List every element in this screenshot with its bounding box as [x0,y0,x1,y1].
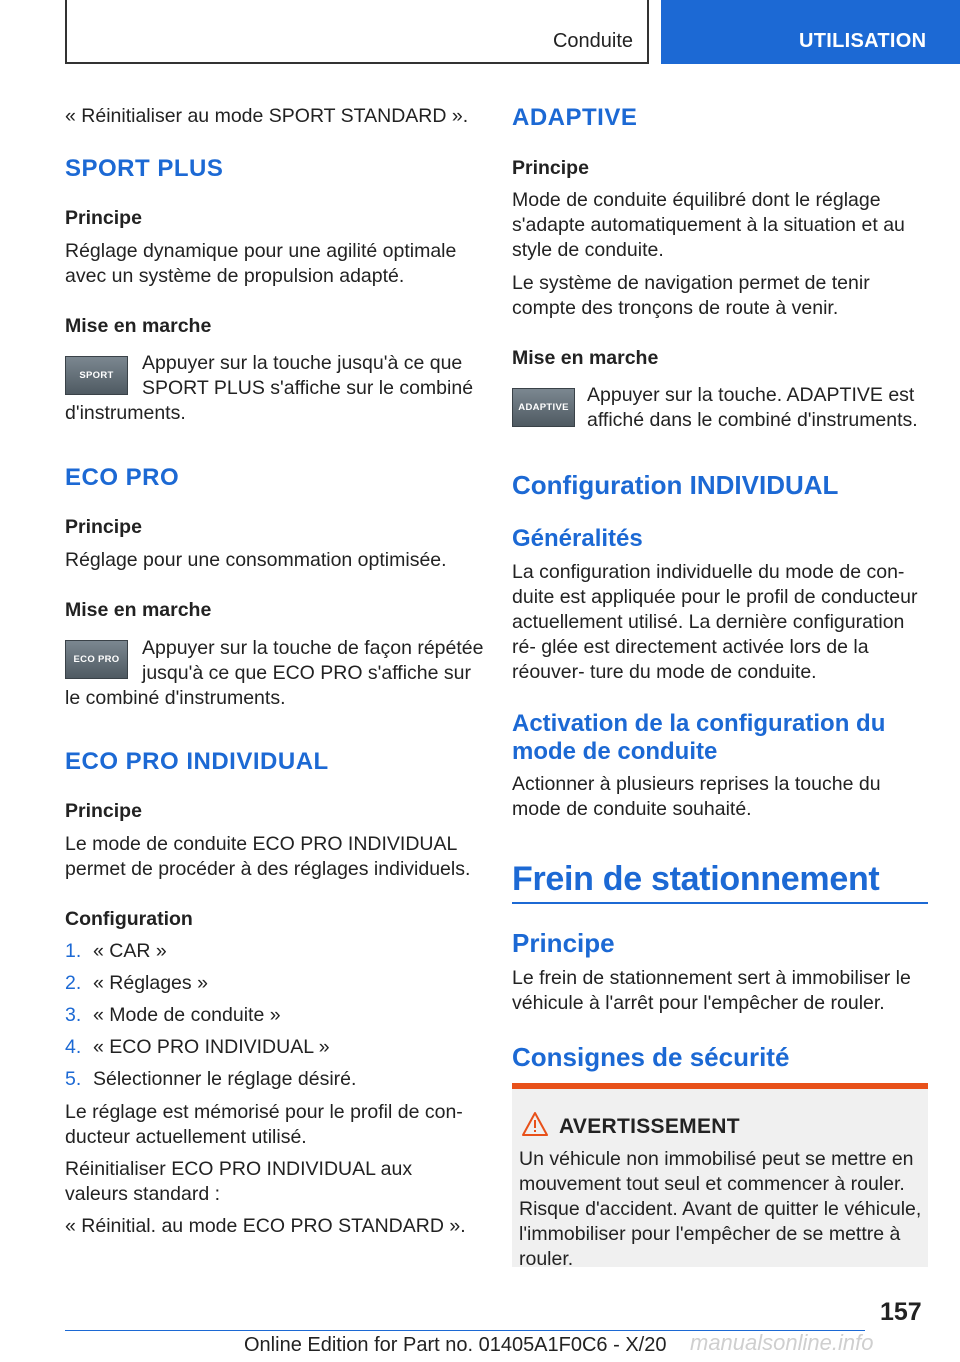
step-number: 5. [65,1068,82,1090]
eco-pro-button-label: ECO PRO [73,654,120,665]
adaptive-heading: ADAPTIVE [512,104,638,131]
config-individual-heading: Configuration INDIVIDUAL [512,470,839,500]
intro-text: « Réinitialiser au mode SPORT STANDARD ». [65,105,469,127]
activation-heading-line-2: mode de conduite [512,738,718,765]
eco-pro-button-image [65,640,128,679]
header-section-tab [65,0,649,64]
activation-heading-line-1: Activation de la configuration du [512,710,886,737]
footer-watermark: manualsonline.info [690,1330,874,1355]
warning-triangle-icon [522,1111,548,1137]
eco-pro-mise-line-1: Appuyer sur la touche de façon répétée [142,637,484,659]
warning-text: Un véhicule non immobilisé peut se mettre en mouvement tout seul et commencer à rouler. Risque d'accident. Avant de quitter le véhicule, l'immobiliser pour l'empêcher de se mettre à rouler. [519,1148,922,1270]
step-number: 3. [65,1004,82,1026]
sport-plus-principe-label: Principe [65,207,142,229]
eco-pro-individual-config-label: Configuration [65,908,193,930]
header-section-title: Conduite [552,30,633,52]
adaptive-mise-label: Mise en marche [512,347,659,369]
eco-pro-principe-label: Principe [65,516,142,538]
step-text: « ECO PRO INDIVIDUAL » [93,1036,330,1058]
sport-plus-mise-label: Mise en marche [65,315,212,337]
warning-box [512,1083,928,1270]
step-number: 2. [65,972,82,994]
generalites-heading: Généralités [512,525,643,552]
adaptive-button-label: ADAPTIVE [518,402,569,413]
frein-heading: Frein de stationnement [512,860,880,898]
eco-pro-individual-note-3: « Réinitial. au mode ECO PRO STANDARD ». [65,1215,466,1237]
consignes-heading: Consignes de sécurité [512,1042,790,1072]
footer-edition: Online Edition for Part no. 01405A1F0C6 - X/20 [244,1334,667,1356]
sport-plus-principe-text: Réglage dynamique pour une agilité optimale avec un système de propulsion adapté. [65,240,457,287]
eco-pro-mise-line-3: le combiné d'instruments. [65,687,286,709]
eco-pro-heading: ECO PRO [65,464,180,491]
warning-title: AVERTISSEMENT [559,1115,740,1138]
eco-pro-individual-principe-label: Principe [65,800,142,822]
section-divider [512,902,928,904]
activation-text: Actionner à plusieurs reprises la touche du mode de conduite souhaité. [512,773,881,820]
eco-pro-individual-note-2: Réinitialiser ECO PRO INDIVIDUAL aux valeurs standard : [65,1158,413,1205]
step-text: Sélectionner le réglage désiré. [93,1068,357,1090]
sport-plus-heading: SPORT PLUS [65,155,224,182]
sport-button-image [65,356,128,395]
adaptive-principe-text-1: Mode de conduite équilibré dont le réglage s'adapte automatiquement à la situation et au style de conduite. [512,189,905,261]
adaptive-principe-text-2: Le système de navigation permet de tenir compte des tronçons de route à venir. [512,272,870,319]
step-number: 4. [65,1036,82,1058]
eco-pro-principe-text: Réglage pour une consommation optimisée. [65,549,447,571]
sport-plus-mise-line-1: Appuyer sur la touche jusqu'à ce que [142,352,463,374]
eco-pro-mise-label: Mise en marche [65,599,212,621]
adaptive-principe-label: Principe [512,157,589,179]
step-text: « CAR » [93,940,167,962]
frein-principe-text: Le frein de stationnement sert à immobiliser le véhicule à l'arrêt pour l'empêcher de rouler. [512,967,911,1014]
sport-button-label: SPORT [79,370,114,381]
step-text: « Mode de conduite » [93,1004,281,1026]
eco-pro-individual-note-1: Le réglage est mémorisé pour le profil de con- ducteur actuellement utilisé. [65,1101,463,1148]
generalites-text: La configuration individuelle du mode de con- duite est appliquée pour le profil de conducteur actuellement utilisé. La dernière configuration ré- glée est directement activée lors de la réouver- ture du mode de conduite. [512,561,918,683]
adaptive-button-image [512,388,575,427]
header-chapter-title: UTILISATION [799,30,927,52]
eco-pro-mise-line-2: jusqu'à ce que ECO PRO s'affiche sur [142,662,471,684]
frein-principe-heading: Principe [512,928,615,958]
step-text: « Réglages » [93,972,208,994]
step-number: 1. [65,940,82,962]
eco-pro-individual-heading: ECO PRO INDIVIDUAL [65,748,329,775]
page-number: 157 [880,1298,922,1326]
sport-plus-mise-line-3: d'instruments. [65,402,186,424]
eco-pro-individual-principe-text: Le mode de conduite ECO PRO INDIVIDUAL permet de procéder à des réglages individuels. [65,833,471,880]
header-chapter-tab [661,0,960,64]
sport-plus-mise-line-2: SPORT PLUS s'affiche sur le combiné [142,377,474,399]
adaptive-mise-line-1: Appuyer sur la touche. ADAPTIVE est [587,384,915,406]
adaptive-mise-line-2: affiché dans le combiné d'instruments. [587,409,918,431]
